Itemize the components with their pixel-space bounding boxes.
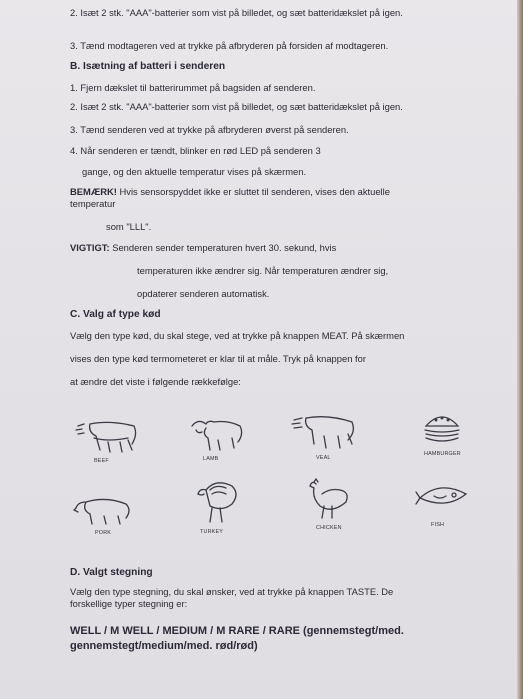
step-b2: 2. Isæt 2 stk. "AAA"-batterier som vist på billedet, og sæt batteridækslet på igen. [70,101,403,112]
page-edge [517,0,523,699]
important-line2: temperaturen ikke ændrer sig. Når temperaturen ændrer sig, [137,265,389,276]
important-line3: opdaterer senderen automatisk. [137,288,270,299]
hamburger-label: HAMBURGER [424,451,461,457]
important-label: VIGTIGT: [70,242,110,253]
pork-icon [72,494,136,528]
beef-label: BEEF [94,458,109,464]
step-a2: 2. Isæt 2 stk. "AAA"-batterier som vist på billedet, og sæt batteridækslet på igen. [70,7,403,18]
chicken-icon [304,476,354,522]
step-b1: 1. Fjern dækslet til batterirummet på bagsiden af senderen. [70,82,316,93]
section-d-heading: D. Valgt stegning [70,567,153,578]
section-b-heading: B. Isætning af batteri i senderen [70,61,226,72]
step-b3: 3. Tænd senderen ved at trykke på afbryderen øverst på senderen. [70,124,349,135]
section-c-heading: C. Valg af type kød [70,309,161,320]
pork-label: PORK [95,530,112,536]
lamb-label: LAMB [203,456,219,462]
section-d-line1: Vælg den type stegning, du skal ønsker, ved at trykke på knappen TASTE. De [70,586,394,597]
taste-options-line2: gennemstegt/medium/med. rød/rød) [70,640,258,652]
note-line3: som "LLL". [106,221,152,232]
note-label: BEMÆRK! [70,186,117,197]
section-c-line2: vises den type kød termometeret er klar til at måle. Tryk på knappen for [70,353,366,364]
section-c-line1: Vælg den type kød, du skal stege, ved at trykke på knappen MEAT. På skærmen [70,330,405,341]
section-c-line3: at ændre det viste i følgende rækkefølge: [70,376,241,387]
beef-icon [68,416,144,456]
turkey-icon [192,476,242,526]
important-line1 [70,242,336,254]
turkey-label: TURKEY [200,529,224,535]
note-line1 [70,186,390,198]
fish-icon [414,482,470,512]
fish-label: FISH [431,522,445,528]
step-a3: 3. Tænd modtageren ved at trykke på afbryderen på forsiden af modtageren. [70,40,389,51]
chicken-label: CHICKEN [316,525,342,531]
step-b4-line1: 4. Når senderen er tændt, blinker en rød LED på senderen 3 [70,145,321,156]
step-b4-line2: gange, og den aktuelle temperatur vises på skærmen. [82,166,307,177]
veal-label: VEAL [316,455,331,461]
veal-icon [288,412,362,454]
important-text: Senderen sender temperaturen hvert 30. sekund, hvis [109,242,337,253]
lamb-icon [188,414,248,454]
note-text: Hvis sensorspyddet ikke er sluttet til senderen, vises den aktuelle [116,186,390,197]
section-d-line2: forskellige typer stegning er: [70,598,188,609]
hamburger-icon [420,410,464,450]
note-line2: temperatur [70,198,116,209]
taste-options-line1: WELL / M WELL / MEDIUM / M RARE / RARE (gennemstegt/med. [70,625,404,637]
